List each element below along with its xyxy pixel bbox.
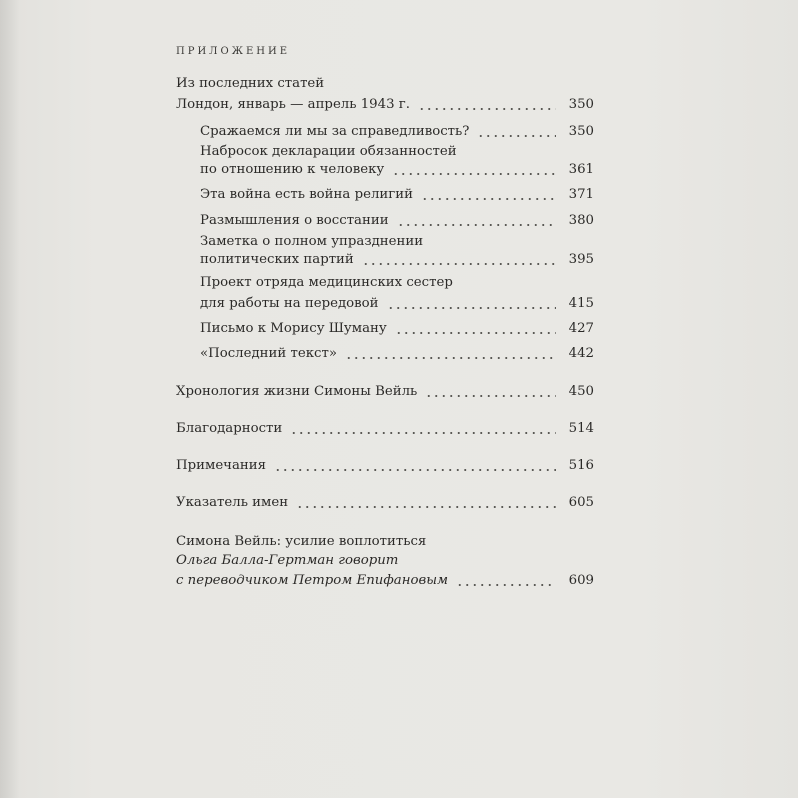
toc-entry-label: Указатель имен	[176, 495, 289, 510]
toc-entry-label: Эта война есть война религий	[200, 187, 413, 202]
toc-page-number: 395	[568, 252, 594, 267]
dot-leader	[421, 189, 556, 201]
dot-leader	[274, 460, 556, 472]
toc-subentry	[200, 214, 594, 227]
toc-entry	[176, 385, 594, 398]
toc-entry-label: Примечания	[176, 458, 267, 473]
group-title: Из последних статей	[176, 76, 325, 91]
page-gutter-shadow	[0, 0, 20, 798]
toc-page-number: 609	[568, 573, 594, 588]
dot-leader	[418, 99, 556, 111]
toc-entry	[176, 459, 594, 472]
toc-subentry	[200, 297, 594, 310]
toc-entry-afterword	[176, 574, 594, 587]
toc-page-number: 371	[568, 187, 594, 202]
afterword-title: Симона Вейль: усилие воплотиться	[176, 534, 427, 549]
toc-page-number: 427	[568, 321, 594, 336]
dot-leader	[345, 348, 556, 360]
dot-leader	[397, 215, 556, 227]
toc-entry-label: по отношению к человеку	[200, 162, 385, 177]
toc-subentry	[200, 125, 594, 138]
dot-leader	[395, 323, 556, 335]
toc-entry-label: Письмо к Морису Шуману	[200, 321, 387, 336]
toc-page-number: 361	[568, 162, 594, 177]
toc-subentry	[200, 253, 594, 266]
toc-page-number: 350	[568, 124, 594, 139]
toc-subentry	[200, 163, 594, 176]
toc-entry-label: Благодарности	[176, 421, 283, 436]
afterword-subtitle: Ольга Балла-Гертман говорит	[176, 553, 399, 568]
toc-subentry	[200, 322, 594, 335]
toc-entry-label: для работы на передовой	[200, 296, 379, 311]
dot-leader	[425, 386, 556, 398]
toc-page-number: 415	[568, 296, 594, 311]
toc-entry-label: Заметка о полном упразднении	[200, 234, 424, 249]
dot-leader	[387, 298, 556, 310]
toc-entry-label: «Последний текст»	[200, 346, 337, 361]
toc-entry-london	[176, 98, 594, 111]
section-title: ПРИЛОЖЕНИЕ	[176, 46, 290, 57]
toc-entry-label: Сражаемся ли мы за справедливость?	[200, 124, 470, 139]
toc-page-number: 605	[568, 495, 594, 510]
toc-entry-label: Лондон, январь — апрель 1943 г.	[176, 97, 410, 112]
dot-leader	[296, 497, 556, 509]
toc-entry-label: Набросок декларации обязанностей	[200, 144, 457, 159]
dot-leader	[456, 575, 556, 587]
toc-page-number: 514	[568, 421, 594, 436]
toc-entry-label: Проект отряда медицинских сестер	[200, 275, 453, 290]
toc-entry-label: Размышления о восстании	[200, 213, 389, 228]
toc-entry-label: политических партий	[200, 252, 354, 267]
dot-leader	[477, 126, 556, 138]
dot-leader	[290, 423, 556, 435]
toc-page-number: 380	[568, 213, 594, 228]
toc-subentry	[200, 347, 594, 360]
toc-page-number: 350	[568, 97, 594, 112]
dot-leader	[362, 254, 556, 266]
dot-leader	[392, 164, 556, 176]
toc-page-number: 442	[568, 346, 594, 361]
toc-entry-label: с переводчиком Петром Епифановым	[176, 573, 449, 588]
toc-entry	[176, 496, 594, 509]
toc-entry	[176, 422, 594, 435]
toc-subentry	[200, 188, 594, 201]
toc-page-number: 450	[568, 384, 594, 399]
toc-entry-label: Хронология жизни Симоны Вейль	[176, 384, 418, 399]
toc-page-number: 516	[568, 458, 594, 473]
